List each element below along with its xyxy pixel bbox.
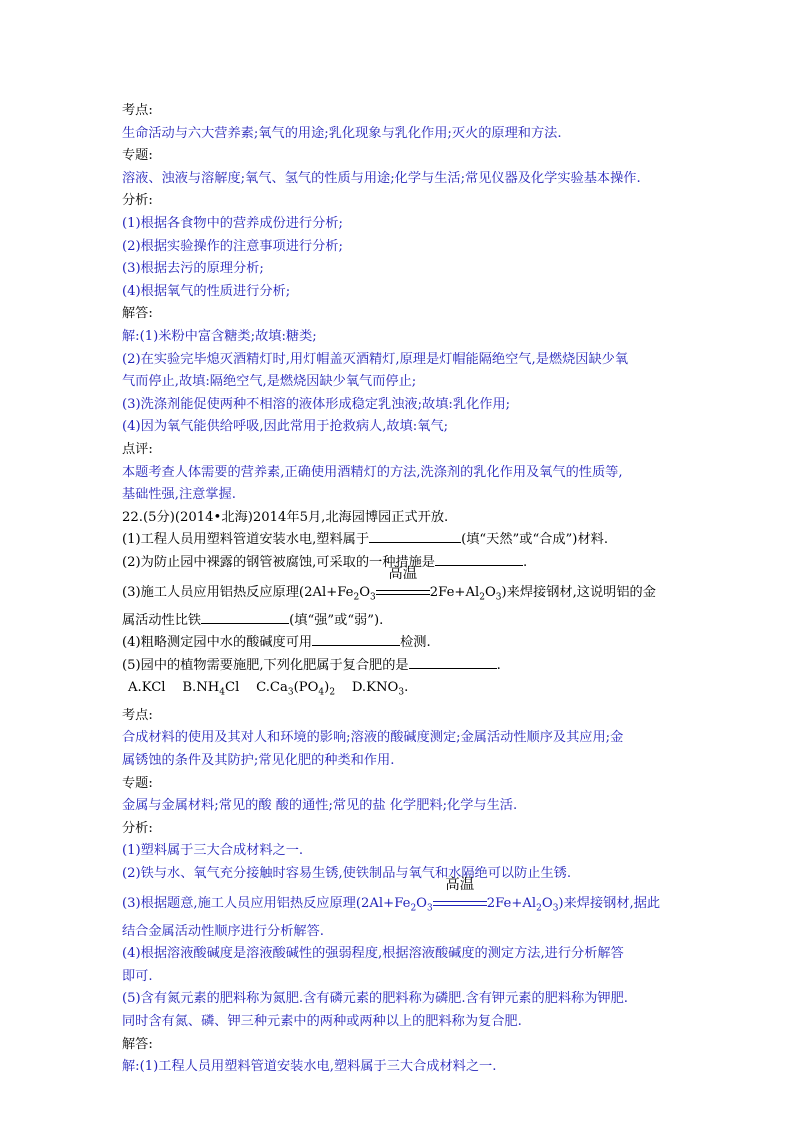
q21-jieda-label: 解答: [122, 306, 153, 322]
q21-jieda-2: (2)在实验完毕熄灭酒精灯时,用灯帽盖灭酒精灯,原理是灯帽能隔绝空气,是燃烧因缺少氧 [122, 351, 629, 367]
q22-kaodian-1: 合成材料的使用及其对人和环境的影响;溶液的酸碱度测定;金属活动性顺序及其应用;金 [122, 730, 624, 746]
q22-fenxi-1: (1)塑料属于三大合成材料之一. [122, 843, 304, 859]
q21-fenxi-2: (2)根据实验操作的注意事项进行分析; [122, 238, 343, 254]
q22-fenxi-4b: 即可. [122, 968, 153, 984]
q22-fenxi-3b: 结合金属活动性顺序进行分析解答. [122, 923, 325, 939]
option-d-tail: . [404, 680, 409, 696]
q22-options [122, 677, 692, 704]
q21-jieda-1: 解:(1)米粉中富含糖类;故填:糖类; [122, 328, 317, 344]
q22-part-4-text: (4)粗略测定园中水的酸碱度可用 [122, 635, 313, 651]
q21-dianping-2: 基础性强,注意掌握. [122, 487, 236, 503]
q22-part-3 [122, 566, 692, 609]
formula-o2: O [541, 896, 553, 912]
option-b-text: B.NH [182, 680, 220, 696]
answer-blank-5[interactable] [409, 656, 497, 669]
q21-fenxi-1: (1)根据各食物中的营养成份进行分析; [122, 215, 343, 231]
q22-part-1-text: (1)工程人员用塑料管道安装水电,塑料属于 [122, 532, 370, 548]
formula-right: 2Fe+Al [486, 896, 537, 912]
q22-kaodian-2: 属锈蚀的条件及其防护;常见化肥的种类和作用. [122, 752, 395, 768]
q22-part-1 [122, 529, 692, 552]
q22-fenxi-3 [122, 877, 692, 920]
subscript: 3 [398, 688, 405, 699]
option-c [256, 680, 336, 699]
q22-part-3b [122, 610, 692, 633]
q22-part-3b-tail: (填“强”或“弱”). [289, 612, 384, 628]
subscript: 4 [318, 688, 325, 699]
option-c-tail: ) [324, 680, 330, 696]
reaction-condition [376, 566, 430, 605]
q21-dianping-1: 本题考查人体需要的营养素,正确使用酒精灯的方法,洗涤剂的乳化作用及氧气的性质等, [122, 464, 623, 480]
subscript: 2 [479, 593, 485, 604]
reaction-equals-sign [433, 901, 487, 906]
q22-part-2-tail: . [523, 554, 528, 570]
q22-part-3b-text: 属活动性比铁 [122, 612, 202, 628]
q22-fenxi-4a: (4)根据溶液酸碱度是溶液酸碱性的强弱程度,根据溶液酸碱度的测定方法,进行分析解答 [122, 946, 624, 962]
formula-right: 2Fe+Al [429, 585, 480, 601]
reaction-equals-sign [376, 590, 430, 595]
document-content [122, 100, 692, 1079]
q22-jieda-label: 解答: [122, 1036, 153, 1052]
option-a: A.KCl [128, 680, 166, 696]
answer-blank-1[interactable] [369, 530, 461, 543]
q21-jieda-4: (3)洗涤剂能促使两种不相溶的液体形成稳定乳浊液;故填:乳化作用; [122, 396, 511, 412]
q21-jieda-5: (4)因为氧气能供给呼吸,因此常用于抢救病人,故填:氧气; [122, 419, 449, 435]
q22-part-4 [122, 632, 692, 655]
q22-fenxi-2: (2)铁与水、氧气充分接触时容易生锈,使铁制品与氧气和水隔绝可以防止生锈. [122, 865, 572, 881]
q22-part-3-text: (3)施工人员应用铝热反应原理(2Al+Fe [122, 585, 354, 601]
q21-zhuanti-label: 专题: [122, 148, 153, 164]
q22-part-3-tail: )来焊接钢材,这说明铝的金 [501, 585, 656, 601]
q22-part-4-tail: 检测. [400, 635, 431, 651]
q22-jieda-1: 解:(1)工程人员用塑料管道安装水电,塑料属于三大合成材料之一. [122, 1059, 497, 1075]
q21-dianping-label: 点评: [122, 441, 153, 457]
q22-fenxi-3-text: (3)根据题意,施工人员应用铝热反应原理(2Al+Fe [122, 896, 411, 912]
option-c-text: C.Ca [256, 680, 288, 696]
option-c-mid: (PO [293, 680, 319, 696]
option-b-tail: Cl [224, 680, 240, 696]
q22-fenxi-5a: (5)含有氮元素的肥料称为氮肥.含有磷元素的肥料称为磷肥.含有钾元素的肥料称为钾肥. [122, 991, 629, 1007]
formula-o: O [359, 585, 371, 601]
option-b [182, 680, 240, 699]
q21-zhuanti: 溶液、浊液与溶解度;氧气、氢气的性质与用途;化学与生活;常见仪器及化学实验基本操作. [122, 170, 641, 186]
q22-kaodian-label: 考点: [122, 707, 153, 723]
q21-fenxi-3: (3)根据去污的原理分析; [122, 261, 264, 277]
subscript: 3 [287, 688, 294, 699]
subscript: 3 [370, 593, 376, 604]
subscript: 3 [426, 904, 433, 915]
subscript: 2 [329, 688, 336, 699]
reaction-condition [433, 877, 487, 916]
q21-fenxi-4: (4)根据氧气的性质进行分析; [122, 283, 291, 299]
q22-fenxi-label: 分析: [122, 820, 153, 836]
answer-blank-3[interactable] [201, 611, 289, 624]
reaction-condition-label: 高温 [388, 566, 418, 583]
q21-jieda-3: 气而停止,故填:隔绝空气,是燃烧因缺少氧气而停止; [122, 374, 417, 390]
reaction-condition-label: 高温 [445, 877, 475, 894]
subscript: 3 [495, 593, 502, 604]
q21-kaodian-label: 考点: [122, 103, 153, 118]
subscript: 3 [552, 904, 559, 915]
subscript: 2 [536, 904, 542, 915]
q22-fenxi-5b: 同时含有氮、磷、钾三种元素中的两种或两种以上的肥料称为复合肥. [122, 1014, 522, 1030]
q22-zhuanti: 金属与金属材料;常见的酸 酸的通性;常见的盐 化学肥料;化学与生活. [122, 798, 518, 814]
formula-o2: O [484, 585, 496, 601]
q21-fenxi-label: 分析: [122, 193, 153, 209]
subscript: 4 [219, 688, 225, 699]
q22-part-2-text: (2)为防止园中裸露的钢管被腐蚀,可采取的一种措施是 [122, 554, 435, 570]
formula-o: O [416, 896, 427, 912]
q22-part-5-tail: . [496, 657, 501, 673]
q22-part-5-text: (5)园中的植物需要施肥,下列化肥属于复合肥的是 [122, 657, 409, 673]
q22-fenxi-3-tail: )来焊接钢材,据此 [558, 896, 661, 912]
answer-blank-2[interactable] [435, 553, 523, 566]
q22-zhuanti-label: 专题: [122, 775, 153, 791]
subscript: 2 [410, 904, 417, 915]
q22-part-1-tail: (填“天然”或“合成”)材料. [461, 532, 609, 548]
option-d [351, 680, 409, 699]
q22-title: 22.(5分)(2014•北海)2014年5月,北海园博园正式开放. [122, 509, 449, 525]
q22-part-5 [122, 655, 692, 678]
q21-kaodian: 生命活动与六大营养素;氧气的用途;乳化现象与乳化作用;灭火的原理和方法. [122, 125, 562, 141]
answer-blank-4[interactable] [312, 633, 400, 646]
subscript: 2 [353, 593, 360, 604]
option-d-text: D.KNO [351, 680, 399, 696]
